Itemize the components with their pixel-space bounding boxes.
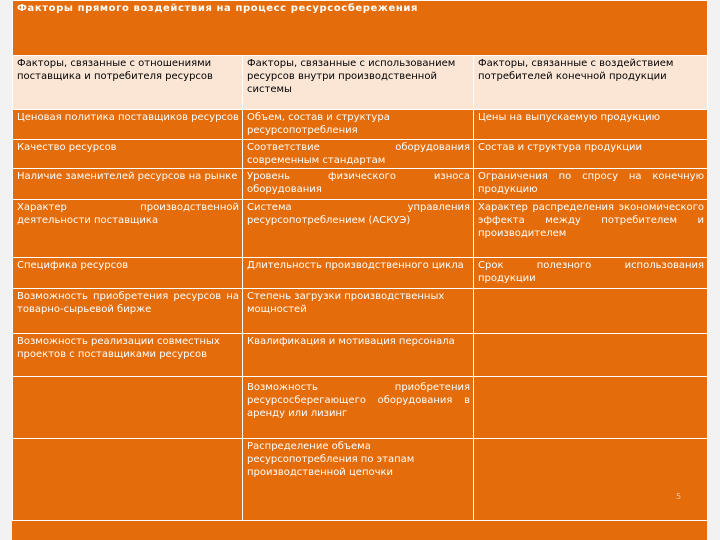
factors-table (12, 0, 708, 521)
table-cell: Возможность реализации совместных проектов с поставщиками ресурсов (13, 334, 243, 377)
title-row (13, 1, 708, 56)
table-row (13, 140, 708, 169)
table-row (13, 289, 708, 334)
table-row (13, 200, 708, 258)
table-cell: Состав и структура продукции (474, 140, 708, 169)
page-number: 5 (676, 492, 682, 501)
table-row (13, 110, 708, 140)
table-cell: Система управления ресурсопотреблением (АСКУЭ) (243, 200, 474, 258)
table-cell: Качество ресурсов (13, 140, 243, 169)
table-cell: Наличие заменителей ресурсов на рынке (13, 169, 243, 200)
column-header-supplier: Факторы, связанные с отношениями поставщика и потребителя ресурсов (13, 56, 243, 110)
table-cell: Характер распределения экономического эффекта между потребителем и производителем (474, 200, 708, 258)
table-cell: Ограничения по спросу на конечную продукцию (474, 169, 708, 200)
table-row (13, 258, 708, 289)
table-cell (474, 289, 708, 334)
table-row (13, 169, 708, 200)
slide-title: Факторы прямого воздействия на процесс ресурсосбережения (13, 1, 708, 56)
table-cell: Возможность приобретения ресурсов на товарно-сырьевой бирже (13, 289, 243, 334)
table-cell: Цены на выпускаемую продукцию (474, 110, 708, 140)
table-cell: Специфика ресурсов (13, 258, 243, 289)
table-cell: Распределение объема ресурсопотребления по этапам производственной цепочки (243, 439, 474, 521)
table-cell: Длительность производственного цикла (243, 258, 474, 289)
table-row (13, 439, 708, 521)
table-cell (474, 334, 708, 377)
table-cell: Ценовая политика поставщиков ресурсов (13, 110, 243, 140)
table-cell: Квалификация и мотивация персонала (243, 334, 474, 377)
table-cell: Срок полезного использования продукции (474, 258, 708, 289)
table-cell: Соответствие оборудования современным стандартам (243, 140, 474, 169)
table-cell (474, 439, 708, 521)
table-cell: Уровень физического износа оборудования (243, 169, 474, 200)
table-cell (13, 377, 243, 439)
table-cell: Степень загрузки производственных мощностей (243, 289, 474, 334)
table-row (13, 377, 708, 439)
table-cell: Характер производственной деятельности поставщика (13, 200, 243, 258)
column-header-production: Факторы, связанные с использованием ресурсов внутри производственной системы (243, 56, 474, 110)
table-cell (474, 377, 708, 439)
table-cell: Возможность приобретения ресурсосберегающего оборудования в аренду или лизинг (243, 377, 474, 439)
table-cell (13, 439, 243, 521)
table-cell: Объем, состав и структура ресурсопотребления (243, 110, 474, 140)
table-row (13, 334, 708, 377)
header-row (13, 56, 708, 110)
column-header-consumer: Факторы, связанные с воздействием потребителей конечной продукции (474, 56, 708, 110)
